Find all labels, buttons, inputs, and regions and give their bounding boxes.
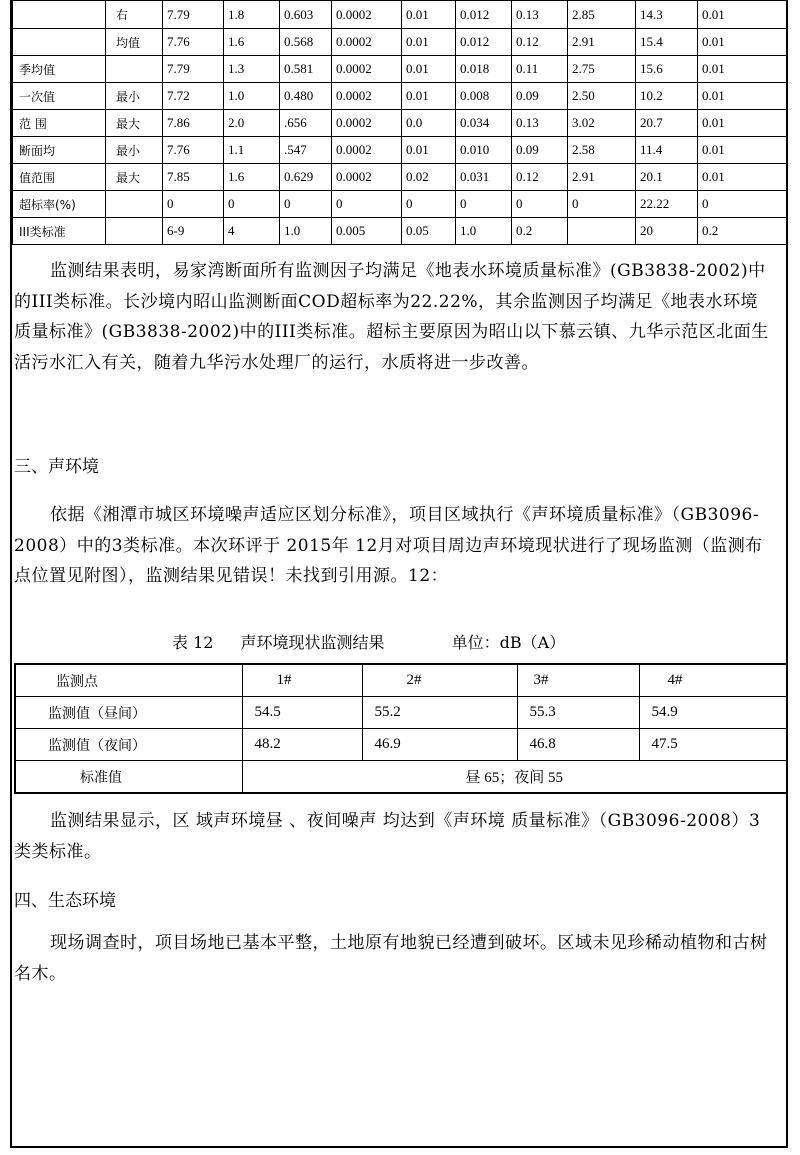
cell: 15.4 (636, 29, 698, 56)
cell: 0.01 (402, 56, 456, 83)
cell: 7.85 (163, 164, 224, 191)
section-heading-ecology: 四、生态环境 (14, 891, 116, 911)
cell: 0 (163, 191, 224, 218)
row-label: 一次值 (13, 83, 106, 110)
cell: 0.12 (512, 164, 568, 191)
table-row (15, 761, 787, 794)
cell: 0.0002 (332, 110, 402, 137)
cell: 0.05 (402, 218, 456, 245)
cell: 15.6 (636, 56, 698, 83)
cell: 0.0002 (332, 29, 402, 56)
row-sublabel (106, 191, 163, 218)
cell: .547 (280, 137, 332, 164)
cell: 0.01 (402, 1, 456, 29)
cell: 0.034 (456, 110, 512, 137)
cell: 0.02 (402, 164, 456, 191)
cell: 0.008 (456, 83, 512, 110)
caption-title: 声环境现状监测结果 (240, 633, 385, 652)
row-label: III类标准 (13, 218, 106, 245)
cell: 0.568 (280, 29, 332, 56)
standard-value: 昼 65；夜间 55 (242, 761, 787, 794)
cell: 4 (224, 218, 280, 245)
cell: 11.4 (636, 137, 698, 164)
cell: 0 (280, 191, 332, 218)
cell: 0.01 (698, 164, 787, 191)
cell: 0 (568, 191, 636, 218)
table-row (15, 729, 787, 761)
cell: 0 (698, 191, 787, 218)
cell: 2.50 (568, 83, 636, 110)
cell: 1.6 (224, 164, 280, 191)
row-sublabel: 最大 (106, 164, 163, 191)
table-row (13, 83, 787, 110)
cell: 2.58 (568, 137, 636, 164)
cell: 0.603 (280, 1, 332, 29)
table-row (13, 56, 787, 83)
cell: 0.13 (512, 110, 568, 137)
cell: 2.91 (568, 164, 636, 191)
cell: .656 (280, 110, 332, 137)
cell: 54.9 (639, 697, 787, 729)
cell: 3.02 (568, 110, 636, 137)
cell: 20.7 (636, 110, 698, 137)
row-label (13, 1, 106, 29)
cell: 0 (224, 191, 280, 218)
row-label (13, 29, 106, 56)
cell: 48.2 (242, 729, 362, 761)
cell: 0.2 (698, 218, 787, 245)
point-4: 4# (639, 664, 787, 697)
cell: 55.3 (517, 697, 639, 729)
cell: 0.01 (698, 83, 787, 110)
row-label: 监测值（昼间） (15, 697, 242, 729)
cell: 0.480 (280, 83, 332, 110)
cell: 7.76 (163, 29, 224, 56)
cell: 7.72 (163, 83, 224, 110)
section-heading-noise: 三、声环境 (14, 457, 99, 477)
cell: 0.0002 (332, 1, 402, 29)
table-row (13, 110, 787, 137)
table-row (13, 164, 787, 191)
cell: 2.75 (568, 56, 636, 83)
point-2: 2# (362, 664, 517, 697)
cell: 0 (456, 191, 512, 218)
row-sublabel (106, 56, 163, 83)
cell: 0.0 (402, 110, 456, 137)
cell: 46.8 (517, 729, 639, 761)
table-row (15, 697, 787, 729)
table-row (13, 137, 787, 164)
row-label: 监测值（夜间） (15, 729, 242, 761)
row-label: 断面均 (13, 137, 106, 164)
cell: 1.8 (224, 1, 280, 29)
cell: 0.629 (280, 164, 332, 191)
cell: 0.01 (698, 29, 787, 56)
cell: 0.01 (698, 1, 787, 29)
cell: 10.2 (636, 83, 698, 110)
paragraph-noise-method: 依据《湘潭市城区环境噪声适应区划分标准》，项目区域执行《声环境质量标准》（GB3096-2008）中的3类标准。本次环评于 2015年 12月对项目周边声环境现状进行了现场监测（监测布点位置见附图），监测结果见错误！未找到引用源。12： (14, 505, 763, 586)
cell: 0.09 (512, 83, 568, 110)
cell: 0.581 (280, 56, 332, 83)
row-sublabel: 最小 (106, 83, 163, 110)
cell: 20.1 (636, 164, 698, 191)
cell: 0 (332, 191, 402, 218)
cell: 0.0002 (332, 83, 402, 110)
cell: 0.012 (456, 29, 512, 56)
paragraph-water-result: 监测结果表明，易家湾断面所有监测因子均满足《地表水环境质量标准》(GB3838-2002)中的III类标准。长沙境内昭山监测断面COD超标率为22.22%，其余监测因子均满足《地表水环境质量标准》(GB3838-2002)中的III类标准。超标主要原因为昭山以下慕云镇、九华示范区北面生活污水汇入有关，随着九华污水处理厂的运行，水质将进一步改善。 (14, 261, 769, 373)
table-row (13, 191, 787, 218)
row-sublabel (106, 218, 163, 245)
cell: 6-9 (163, 218, 224, 245)
cell: 0.005 (332, 218, 402, 245)
cell: 0.01 (402, 83, 456, 110)
cell: 0 (402, 191, 456, 218)
cell: 55.2 (362, 697, 517, 729)
cell: 0 (512, 191, 568, 218)
water-quality-table (12, 0, 787, 245)
cell: 0.01 (698, 137, 787, 164)
row-label: 超标率(%) (13, 191, 106, 218)
cell: 0.11 (512, 56, 568, 83)
cell: 1.0 (456, 218, 512, 245)
cell: 7.79 (163, 1, 224, 29)
cell: 1.0 (280, 218, 332, 245)
header-label: 监测点 (15, 664, 242, 697)
cell: 2.85 (568, 1, 636, 29)
cell: 0.0002 (332, 56, 402, 83)
cell: 0.09 (512, 137, 568, 164)
cell: 0.01 (698, 110, 787, 137)
standard-label: 标准值 (15, 761, 242, 794)
noise-table (14, 663, 788, 794)
table-row (13, 29, 787, 56)
cell: 0.01 (402, 29, 456, 56)
cell: 7.86 (163, 110, 224, 137)
cell: 1.3 (224, 56, 280, 83)
row-sublabel: 最小 (106, 137, 163, 164)
table-row (15, 664, 787, 697)
point-1: 1# (242, 664, 362, 697)
cell: 0.010 (456, 137, 512, 164)
cell: 1.1 (224, 137, 280, 164)
cell: 20 (636, 218, 698, 245)
cell: 2.91 (568, 29, 636, 56)
cell: 22.22 (636, 191, 698, 218)
cell: 0.01 (698, 56, 787, 83)
row-label: 季均值 (13, 56, 106, 83)
caption-unit: 单位：dB（A） (451, 633, 566, 652)
cell: 1.0 (224, 83, 280, 110)
row-sublabel: 右 (106, 1, 163, 29)
cell: 0.12 (512, 29, 568, 56)
cell: 0.01 (402, 137, 456, 164)
caption-number: 表 12 (172, 633, 214, 652)
cell: 47.5 (639, 729, 787, 761)
cell: 2.0 (224, 110, 280, 137)
cell: 7.76 (163, 137, 224, 164)
cell: 0.2 (512, 218, 568, 245)
cell: 54.5 (242, 697, 362, 729)
table-row (13, 1, 787, 29)
cell: 0.031 (456, 164, 512, 191)
cell: 46.9 (362, 729, 517, 761)
row-sublabel: 最大 (106, 110, 163, 137)
table-caption (172, 630, 565, 653)
cell: 14.3 (636, 1, 698, 29)
paragraph-ecology: 现场调查时，项目场地已基本平整，土地原有地貌已经遭到破坏。区域未见珍稀动植物和古树名木。 (14, 933, 768, 984)
cell: 7.79 (163, 56, 224, 83)
point-3: 3# (517, 664, 639, 697)
paragraph-noise-result: 监测结果显示，区 域声环境昼 、夜间噪声 均达到《声环境 质量标准》（GB3096-2008）3类类标准。 (14, 811, 761, 862)
cell: 0.0002 (332, 137, 402, 164)
cell: 1.6 (224, 29, 280, 56)
row-label: 值范围 (13, 164, 106, 191)
table-row (13, 218, 787, 245)
row-label: 范 围 (13, 110, 106, 137)
cell: 0.018 (456, 56, 512, 83)
cell: 0.0002 (332, 164, 402, 191)
cell: 0.13 (512, 1, 568, 29)
row-sublabel: 均值 (106, 29, 163, 56)
cell (568, 218, 636, 245)
cell: 0.012 (456, 1, 512, 29)
